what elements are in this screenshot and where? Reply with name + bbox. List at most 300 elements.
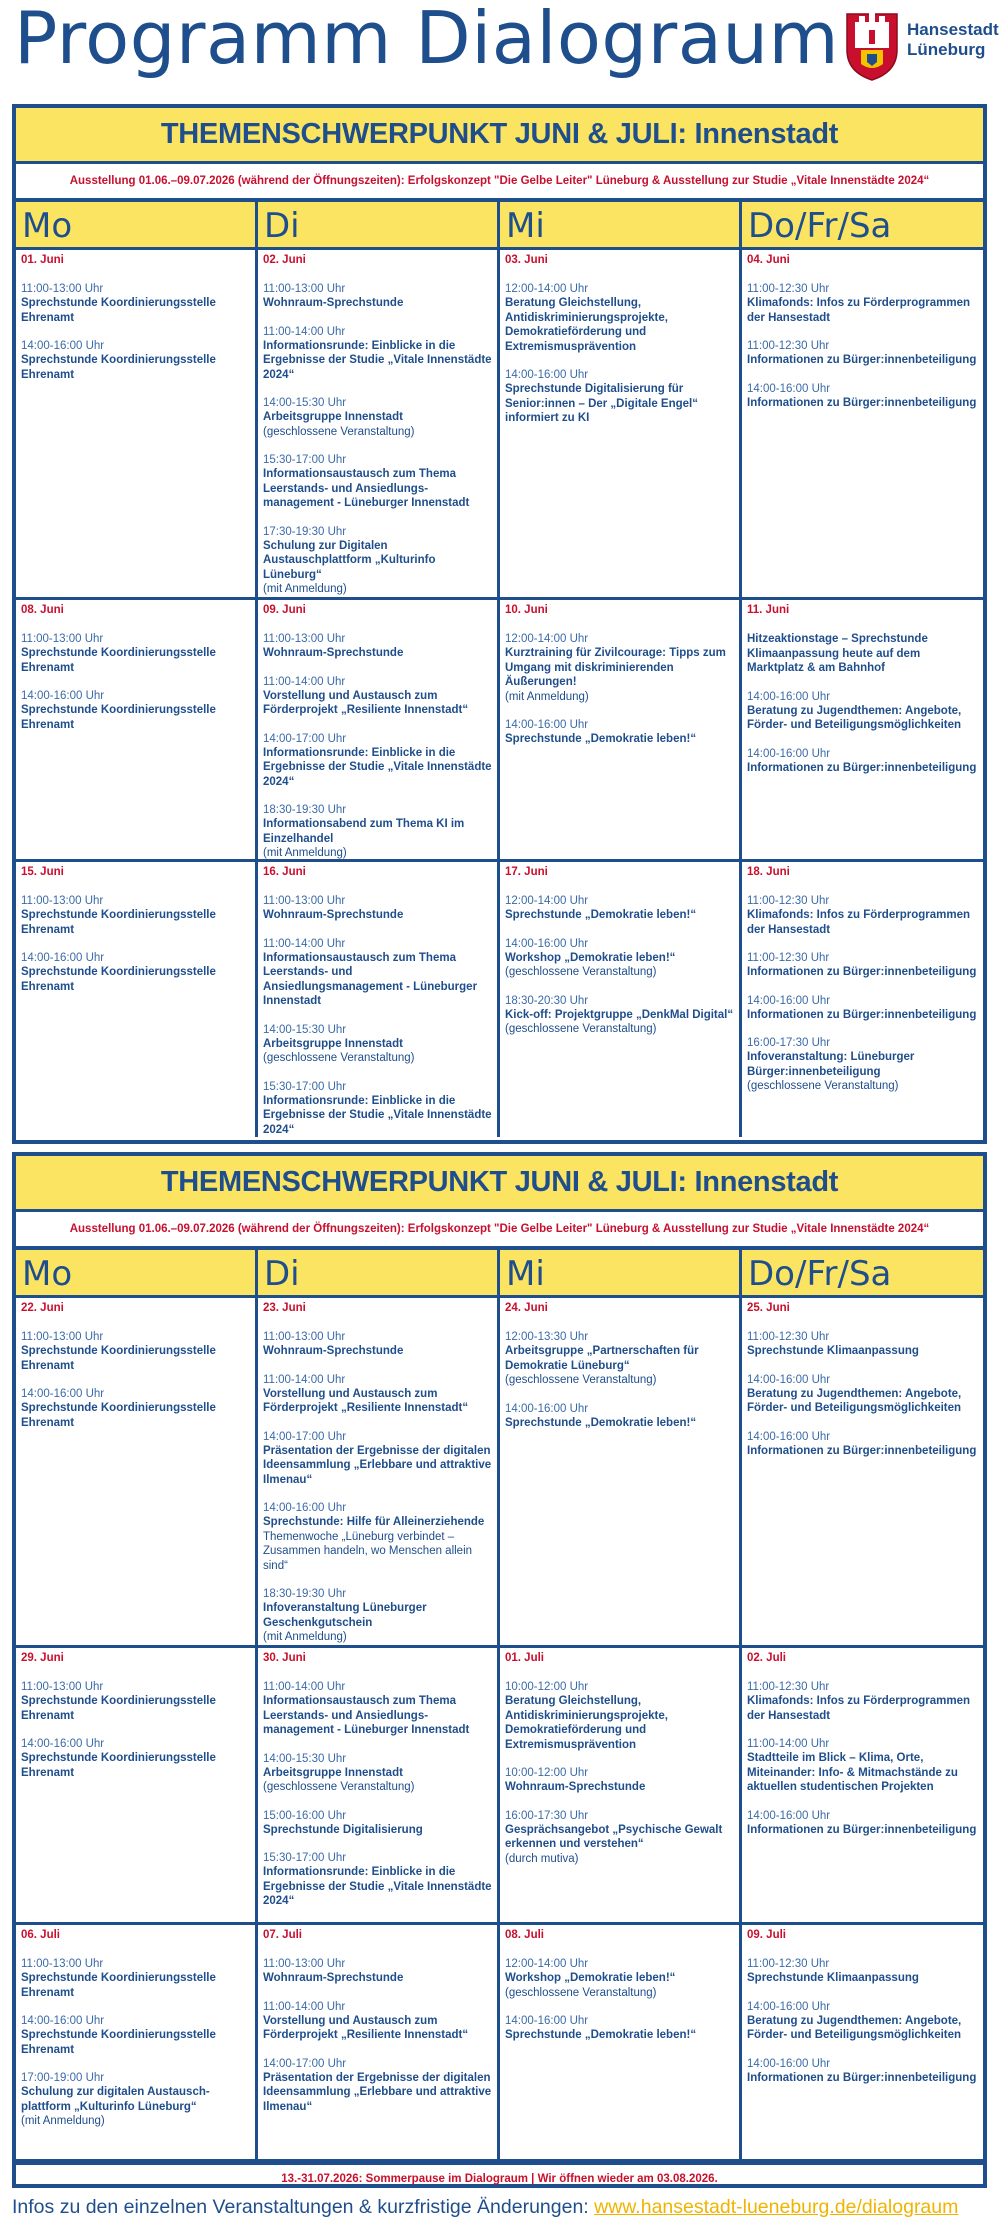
event-item[interactable]: [21, 632, 250, 675]
event-item[interactable]: [21, 689, 250, 732]
event-item[interactable]: [263, 894, 492, 923]
event-time: 11:00-14:00 Uhr: [747, 1738, 830, 1750]
event-item[interactable]: [263, 632, 492, 661]
event-time: 15:30-17:00 Uhr: [263, 1852, 347, 1864]
event-title: Vorstellung und Austausch zum Förderprojekt „Resiliente Innenstadt“: [263, 1387, 469, 1414]
day-header: Mi: [500, 202, 742, 250]
event-time: 14:00-16:00 Uhr: [747, 2057, 831, 2070]
event-title: Klimafonds: Infos zu Förderprogrammen der Hansestadt: [747, 1695, 970, 1722]
event-item[interactable]: [747, 339, 978, 368]
day-date: 01. Juli: [505, 1652, 544, 1664]
day-date: 08. Juni: [21, 604, 64, 616]
event-title: Sprechstunde Koordinierungsstelle Ehrenamt: [21, 1345, 216, 1372]
event-title: Vorstellung und Austausch zum Förderprojekt „Resiliente Innenstadt“: [263, 689, 469, 716]
section-title: THEMENSCHWERPUNKT JUNI & JULI: Innenstadt: [16, 1156, 983, 1212]
event-item[interactable]: [505, 1766, 734, 1795]
event-item[interactable]: [21, 1680, 250, 1723]
event-title: Sprechstunde Koordinierungsstelle Ehrenamt: [21, 297, 216, 324]
day-cell: [258, 862, 500, 1137]
day-cell: [258, 600, 500, 859]
event-item[interactable]: [21, 282, 250, 325]
event-time: 12:00-14:00 Uhr: [505, 1958, 589, 1970]
event-title: Stadtteile im Blick – Klima, Orte, Miteinander: Info- & Mitmachstände zu aktuellen studentischen Projekten: [747, 1752, 958, 1793]
program-section: [12, 1152, 987, 2188]
day-date: 25. Juni: [747, 1302, 790, 1314]
day-header: Di: [258, 1250, 500, 1298]
event-note: (geschlossene Veranstaltung): [505, 1986, 657, 1999]
event-item[interactable]: [505, 718, 734, 747]
event-title: Kurztraining für Zivilcourage: Tipps zum Umgang mit diskriminierenden Äußerungen!: [505, 647, 726, 688]
event-title: Gesprächsangebot „Psychische Gewalt erkennen und verstehen“: [505, 1823, 723, 1850]
event-time: 14:00-17:00 Uhr: [263, 1430, 347, 1443]
event-item[interactable]: [263, 1430, 492, 1488]
event-time: 11:00-12:30 Uhr: [747, 952, 830, 964]
event-item[interactable]: [21, 951, 250, 994]
event-time: 14:00-16:00 Uhr: [747, 994, 831, 1007]
event-item[interactable]: [263, 1373, 492, 1416]
event-title: Informationen zu Bürger:innenbeteiligung: [747, 396, 977, 409]
event-item[interactable]: [505, 994, 734, 1037]
event-title: Vorstellung und Austausch zum Förderprojekt „Resiliente Innenstadt“: [263, 2014, 469, 2041]
day-date: 15. Juni: [21, 866, 64, 878]
event-time: 11:00-12:30 Uhr: [747, 1681, 830, 1693]
event-title: Informationen zu Bürger:innenbeteiligung: [747, 1444, 977, 1457]
event-time: 17:30-19:30 Uhr: [263, 525, 347, 538]
day-cell: [258, 1298, 500, 1645]
event-item[interactable]: [21, 1957, 250, 2000]
day-date: 04. Juni: [747, 254, 790, 266]
page-footer: [12, 2196, 992, 2219]
day-cell: [16, 250, 258, 597]
event-item[interactable]: [21, 1737, 250, 1780]
event-time: 14:00-16:00 Uhr: [21, 1388, 105, 1400]
event-time: 16:00-17:30 Uhr: [505, 1809, 589, 1822]
event-time: 14:00-16:00 Uhr: [505, 369, 589, 381]
event-title: Sprechstunde Koordinierungsstelle Ehrenamt: [21, 354, 216, 381]
event-item[interactable]: [747, 632, 978, 676]
event-time: 11:00-13:00 Uhr: [21, 1958, 104, 1970]
logo-line-1: Hansestadt: [907, 20, 999, 39]
event-time: 12:00-14:00 Uhr: [505, 633, 589, 645]
event-title: Arbeitsgruppe Innenstadt: [263, 411, 403, 423]
footer-text: Infos zu den einzelnen Veranstaltungen & kurzfristige Änderungen:: [12, 2196, 595, 2218]
event-time: 12:00-14:00 Uhr: [505, 283, 589, 295]
day-cell: [742, 1925, 983, 2159]
event-time: 14:00-16:00 Uhr: [21, 340, 105, 352]
event-note: (geschlossene Veranstaltung): [505, 1023, 657, 1035]
event-title: Informationsrunde: Einblicke in die Ergebnisse der Studie „Vitale Innenstädte 2024“: [263, 339, 492, 381]
week-row: [16, 250, 983, 600]
event-title: Informationen zu Bürger:innenbeteiligung: [747, 966, 977, 978]
event-item[interactable]: [263, 1957, 492, 1986]
event-note: (geschlossene Veranstaltung): [263, 1052, 415, 1064]
day-cell: [500, 1648, 742, 1922]
event-title: Wohnraum-Sprechstunde: [263, 1345, 404, 1357]
day-header: Di: [258, 202, 500, 250]
event-title: Informationen zu Bürger:innenbeteiligung: [747, 354, 977, 366]
event-item[interactable]: [747, 994, 978, 1023]
event-title: Infoveranstaltung Lüneburger Geschenkgutschein: [263, 1602, 427, 1629]
event-time: 11:00-12:30 Uhr: [747, 340, 830, 352]
event-note: (mit Anmeldung): [21, 2115, 105, 2127]
event-item[interactable]: [263, 675, 492, 718]
event-title: Informationsrunde: Einblicke in die Ergebnisse der Studie „Vitale Innenstädte 2024“: [263, 1094, 492, 1136]
event-time: 11:00-13:00 Uhr: [263, 895, 346, 907]
summer-break-note: 13.-31.07.2026: Sommerpause im Dialograum | Wir öffnen wieder am 03.08.2026.: [16, 2162, 983, 2192]
event-time: 18:30-19:30 Uhr: [263, 1588, 347, 1600]
event-item[interactable]: [747, 1036, 978, 1094]
event-title: Wohnraum-Sprechstunde: [263, 909, 404, 921]
event-time: 11:00-14:00 Uhr: [263, 2000, 346, 2013]
event-title: Arbeitsgruppe „Partnerschaften für Demokratie Lüneburg“: [505, 1345, 699, 1372]
event-time: 14:00-16:00 Uhr: [747, 1809, 831, 1822]
event-title: Wohnraum-Sprechstunde: [263, 647, 404, 659]
event-item[interactable]: [505, 937, 734, 980]
event-time: 14:00-15:30 Uhr: [263, 397, 347, 409]
event-title: Informationen zu Bürger:innenbeteiligung: [747, 2071, 977, 2084]
event-title: Sprechstunde Koordinierungsstelle Ehrenamt: [21, 1402, 216, 1429]
event-item[interactable]: [747, 1330, 978, 1359]
event-item[interactable]: [747, 282, 978, 325]
event-title: Wohnraum-Sprechstunde: [505, 1781, 646, 1793]
event-item[interactable]: [747, 2000, 978, 2043]
event-item[interactable]: [263, 1023, 492, 1066]
day-cell: [16, 600, 258, 859]
day-date: 06. Juli: [21, 1929, 60, 1941]
city-logo: [843, 6, 999, 84]
footer-link[interactable]: www.hansestadt-lueneburg.de/dialograum: [594, 2196, 959, 2218]
event-time: 14:00-16:00 Uhr: [747, 747, 831, 760]
day-cell: [16, 1648, 258, 1922]
event-title: Informationsabend zum Thema KI im Einzelhandel: [263, 818, 465, 845]
event-time: 11:00-12:30 Uhr: [747, 1331, 830, 1343]
event-time: 11:00-13:00 Uhr: [21, 633, 104, 645]
event-item[interactable]: [263, 2057, 492, 2115]
event-title: Informationsaustausch zum Thema Leerstands- und Ansiedlungs-management - Lüneburger Innenstadt: [263, 1695, 470, 1736]
event-note: Themenwoche „Lüneburg verbindet – Zusammen handeln, wo Menschen allein sind“: [263, 1530, 473, 1572]
event-title: Informationsrunde: Einblicke in die Ergebnisse der Studie „Vitale Innenstädte 2024“: [263, 746, 492, 788]
day-date: 17. Juni: [505, 866, 548, 878]
day-cell: [500, 250, 742, 597]
event-item[interactable]: [747, 1957, 978, 1986]
event-time: 11:00-12:30 Uhr: [747, 283, 830, 295]
event-item[interactable]: [263, 1809, 492, 1838]
program-section: [12, 104, 987, 1144]
day-cell: [500, 1925, 742, 2159]
event-title: Sprechstunde Koordinierungsstelle Ehrenamt: [21, 1972, 216, 1999]
event-title: Sprechstunde „Demokratie leben!“: [505, 1416, 697, 1429]
event-title: Sprechstunde Koordinierungsstelle Ehrenamt: [21, 1695, 216, 1722]
event-time: 11:00-13:00 Uhr: [263, 1331, 346, 1343]
event-item[interactable]: [747, 1680, 978, 1723]
event-time: 11:00-12:30 Uhr: [747, 1958, 830, 1970]
event-title: Informationsaustausch zum Thema Leerstands- und Ansiedlungsmanagement - Lüneburger Innenstadt: [263, 951, 478, 1007]
event-time: 14:00-16:00 Uhr: [505, 1402, 589, 1415]
event-item[interactable]: [505, 2014, 734, 2043]
event-time: 15:30-17:00 Uhr: [263, 1080, 347, 1093]
event-title: Sprechstunde Digitalisierung für Senior:innen – Der „Digitale Engel“ informiert zu KI: [505, 383, 698, 424]
event-time: 10:00-12:00 Uhr: [505, 1767, 589, 1779]
event-time: 11:00-13:00 Uhr: [263, 283, 346, 295]
event-item[interactable]: [747, 894, 978, 937]
event-item[interactable]: [747, 382, 978, 411]
event-time: 16:00-17:30 Uhr: [747, 1037, 831, 1049]
event-time: 11:00-14:00 Uhr: [263, 325, 346, 338]
section-subtitle: Ausstellung 01.06.–09.07.2026 (während der Öffnungszeiten): Erfolgskonzept "Die Gelbe Leiter" Lüneburg & Ausstellung zur Studie „Vitale Innenstädte 2024“: [16, 164, 983, 202]
event-note: (geschlossene Veranstaltung): [747, 1080, 899, 1092]
event-title: Sprechstunde Koordinierungsstelle Ehrenamt: [21, 647, 216, 674]
event-title: Klimafonds: Infos zu Förderprogrammen der Hansestadt: [747, 297, 970, 324]
event-time: 11:00-14:00 Uhr: [263, 1373, 346, 1386]
event-time: 11:00-13:00 Uhr: [21, 1681, 104, 1693]
event-item[interactable]: [263, 2000, 492, 2043]
event-time: 14:00-16:00 Uhr: [747, 382, 831, 395]
day-cell: [16, 1925, 258, 2159]
event-note: (mit Anmeldung): [505, 690, 589, 703]
event-time: 15:00-16:00 Uhr: [263, 1809, 347, 1822]
event-item[interactable]: [505, 1330, 734, 1388]
week-row: [16, 1925, 983, 2162]
event-time: 14:00-16:00 Uhr: [747, 2000, 831, 2013]
event-item[interactable]: [21, 1330, 250, 1373]
event-item[interactable]: [505, 368, 734, 426]
day-cell: [16, 862, 258, 1137]
event-time: 11:00-13:00 Uhr: [263, 633, 346, 645]
event-title: Wohnraum-Sprechstunde: [263, 1972, 404, 1984]
event-time: 14:00-15:30 Uhr: [263, 1752, 347, 1765]
event-item[interactable]: [263, 937, 492, 1009]
event-title: Beratung Gleichstellung, Antidiskriminierungsprojekte, Demokratieförderung und Extremismusprävention: [505, 1695, 668, 1751]
event-note: (geschlossene Veranstaltung): [263, 1781, 415, 1793]
page-title: Programm Dialograum: [14, 0, 840, 80]
day-date: 09. Juni: [263, 604, 306, 616]
event-item[interactable]: [263, 1080, 492, 1138]
event-title: Schulung zur digitalen Austausch-plattform „Kulturinfo Lüneburg“: [21, 2086, 210, 2113]
event-title: Informationen zu Bürger:innenbeteiligung: [747, 761, 977, 774]
event-time: 11:00-13:00 Uhr: [21, 1331, 104, 1343]
event-item[interactable]: [263, 1330, 492, 1359]
event-title: Informationen zu Bürger:innenbeteiligung: [747, 1823, 977, 1836]
day-cell: [742, 1298, 983, 1645]
day-header: Mo: [16, 202, 258, 250]
event-title: Sprechstunde Klimaanpassung: [747, 1972, 919, 1984]
event-time: 10:00-12:00 Uhr: [505, 1681, 589, 1693]
event-item[interactable]: [747, 747, 978, 776]
week-row: [16, 862, 983, 1137]
event-item[interactable]: [747, 1373, 978, 1416]
page-header: [0, 0, 1000, 92]
event-note: (mit Anmeldung): [263, 847, 347, 859]
event-time: 15:30-17:00 Uhr: [263, 454, 347, 466]
event-item[interactable]: [263, 525, 492, 597]
event-title: Hitzeaktionstage – Sprechstunde Klimaanpassung heute auf dem Marktplatz & am Bahnhof: [747, 633, 928, 674]
day-date: 24. Juni: [505, 1302, 548, 1314]
day-header: Mi: [500, 1250, 742, 1298]
event-title: Sprechstunde Koordinierungsstelle Ehrenamt: [21, 704, 216, 731]
event-title: Beratung Gleichstellung, Antidiskriminierungsprojekte, Demokratieförderung und Extremismusprävention: [505, 297, 668, 353]
day-date: 08. Juli: [505, 1929, 544, 1941]
event-title: Informationsaustausch zum Thema Leerstands- und Ansiedlungs-management - Lüneburger Innenstadt: [263, 468, 470, 509]
event-time: 18:30-19:30 Uhr: [263, 804, 347, 816]
day-date: 03. Juni: [505, 254, 548, 266]
day-cell: [16, 1298, 258, 1645]
event-time: 12:00-13:30 Uhr: [505, 1331, 589, 1343]
week-row: [16, 1298, 983, 1648]
event-title: Sprechstunde „Demokratie leben!“: [505, 909, 697, 921]
day-cell: [742, 250, 983, 597]
event-time: 11:00-13:00 Uhr: [21, 895, 104, 907]
event-note: (mit Anmeldung): [263, 583, 347, 595]
event-title: Präsentation der Ergebnisse der digitalen Ideensammlung „Erlebbare und attraktive Ilmenau“: [263, 2071, 492, 2113]
event-title: Workshop „Demokratie leben!“: [505, 1972, 676, 1984]
event-item[interactable]: [505, 1809, 734, 1867]
event-time: 14:00-16:00 Uhr: [747, 690, 831, 703]
event-item[interactable]: [263, 453, 492, 511]
event-item[interactable]: [263, 1851, 492, 1909]
event-time: 11:00-13:00 Uhr: [21, 283, 104, 295]
event-title: Workshop „Demokratie leben!“: [505, 951, 676, 964]
event-title: Informationsrunde: Einblicke in die Ergebnisse der Studie „Vitale Innenstädte 2024“: [263, 1866, 492, 1907]
event-item[interactable]: [263, 325, 492, 383]
event-item[interactable]: [505, 1402, 734, 1431]
event-title: Sprechstunde: Hilfe für Alleinerziehende: [263, 1516, 485, 1528]
logo-line-2: Lüneburg: [907, 40, 986, 59]
day-date: 22. Juni: [21, 1302, 64, 1314]
event-item[interactable]: [263, 1752, 492, 1795]
day-cell: [742, 1648, 983, 1922]
day-date: 29. Juni: [21, 1652, 64, 1664]
event-time: 18:30-20:30 Uhr: [505, 994, 589, 1007]
event-item[interactable]: [505, 894, 734, 923]
event-item[interactable]: [747, 1737, 978, 1795]
event-item[interactable]: [263, 732, 492, 790]
section-subtitle: Ausstellung 01.06.–09.07.2026 (während der Öffnungszeiten): Erfolgskonzept "Die Gelbe Leiter" Lüneburg & Ausstellung zur Studie „Vitale Innenstädte 2024“: [16, 1212, 983, 1250]
event-item[interactable]: [505, 632, 734, 704]
event-time: 14:00-16:00 Uhr: [21, 1738, 105, 1750]
day-date: 23. Juni: [263, 1302, 306, 1314]
event-note: (durch mutiva): [505, 1852, 579, 1865]
event-title: Sprechstunde Koordinierungsstelle Ehrenamt: [21, 966, 216, 993]
day-header: Do/Fr/Sa: [748, 1254, 892, 1294]
day-cell: [258, 1648, 500, 1922]
day-cell: [742, 862, 983, 1137]
week-row: [16, 600, 983, 862]
event-item[interactable]: [747, 1430, 978, 1459]
event-item[interactable]: [747, 1809, 978, 1838]
event-item[interactable]: [263, 803, 492, 859]
day-date: 10. Juni: [505, 604, 548, 616]
day-header: Do/Fr/Sa: [748, 206, 892, 246]
event-title: Sprechstunde Klimaanpassung: [747, 1345, 919, 1357]
event-item[interactable]: [505, 282, 734, 354]
event-item[interactable]: [263, 1680, 492, 1738]
event-title: Sprechstunde Koordinierungsstelle Ehrenamt: [21, 2029, 216, 2056]
event-time: 11:00-12:30 Uhr: [747, 895, 830, 907]
event-item[interactable]: [21, 339, 250, 382]
day-date: 02. Juli: [747, 1652, 786, 1664]
event-title: Beratung zu Jugendthemen: Angebote, Förder- und Beteiligungsmöglichkeiten: [747, 1387, 962, 1414]
event-time: 14:00-16:00 Uhr: [21, 952, 105, 964]
day-cell: [500, 1298, 742, 1645]
event-title: Kick-off: Projektgruppe „DenkMal Digital“: [505, 1008, 734, 1021]
day-date: 18. Juni: [747, 866, 790, 878]
event-title: Sprechstunde „Demokratie leben!“: [505, 2029, 697, 2041]
event-note: (geschlossene Veranstaltung): [505, 966, 657, 978]
section-title: THEMENSCHWERPUNKT JUNI & JULI: Innenstadt: [16, 108, 983, 164]
day-cell: [258, 1925, 500, 2159]
event-item[interactable]: [747, 951, 978, 980]
event-time: 17:00-19:00 Uhr: [21, 2072, 105, 2084]
event-title: Beratung zu Jugendthemen: Angebote, Förder- und Beteiligungsmöglichkeiten: [747, 2014, 962, 2041]
event-title: Klimafonds: Infos zu Förderprogrammen der Hansestadt: [747, 909, 970, 936]
event-time: 14:00-16:00 Uhr: [747, 1373, 831, 1386]
event-item[interactable]: [263, 1501, 492, 1573]
day-date: 16. Juni: [263, 866, 306, 878]
day-cell: [500, 862, 742, 1137]
event-title: Schulung zur Digitalen Austauschplattform „Kulturinfo Lüneburg“: [263, 539, 436, 581]
day-date: 11. Juni: [747, 604, 790, 616]
event-time: 14:00-15:30 Uhr: [263, 1023, 347, 1036]
event-note: (mit Anmeldung): [263, 1631, 347, 1643]
event-item[interactable]: [263, 1587, 492, 1645]
event-item[interactable]: [263, 396, 492, 439]
event-time: 14:00-16:00 Uhr: [505, 2015, 589, 2027]
event-item[interactable]: [505, 1957, 734, 2000]
event-item[interactable]: [21, 894, 250, 937]
event-title: Sprechstunde Digitalisierung: [263, 1823, 423, 1836]
event-time: 14:00-17:00 Uhr: [263, 2057, 347, 2070]
logo-text: [907, 20, 999, 60]
event-item[interactable]: [747, 690, 978, 733]
day-date: 01. Juni: [21, 254, 64, 266]
event-time: 14:00-16:00 Uhr: [505, 719, 589, 731]
day-date: 09. Juli: [747, 1929, 786, 1941]
event-time: 14:00-16:00 Uhr: [263, 1502, 347, 1514]
event-item[interactable]: [21, 2014, 250, 2057]
event-title: Präsentation der Ergebnisse der digitalen Ideensammlung „Erlebbare und attraktive Ilmenau“: [263, 1444, 492, 1486]
day-date: 02. Juni: [263, 254, 306, 266]
day-cell: [258, 250, 500, 597]
event-title: Arbeitsgruppe Innenstadt: [263, 1766, 403, 1779]
day-cell: [742, 600, 983, 859]
city-crest-icon: [843, 6, 901, 82]
event-title: Wohnraum-Sprechstunde: [263, 297, 404, 309]
day-date: 30. Juni: [263, 1652, 306, 1664]
event-time: 14:00-16:00 Uhr: [21, 2015, 105, 2027]
event-time: 11:00-14:00 Uhr: [263, 937, 346, 950]
event-time: 14:00-16:00 Uhr: [505, 937, 589, 950]
event-note: (geschlossene Veranstaltung): [505, 1374, 657, 1386]
event-time: 14:00-16:00 Uhr: [747, 1430, 831, 1443]
event-title: Infoveranstaltung: Lüneburger Bürger:innenbeteiligung: [747, 1051, 915, 1078]
event-time: 11:00-13:00 Uhr: [263, 1958, 346, 1970]
day-header: Mo: [16, 1250, 258, 1298]
event-item[interactable]: [747, 2057, 978, 2086]
event-title: Informationen zu Bürger:innenbeteiligung: [747, 1008, 977, 1021]
day-header-row: [16, 202, 983, 250]
event-note: (geschlossene Veranstaltung): [263, 425, 415, 438]
event-time: 14:00-16:00 Uhr: [21, 690, 105, 702]
day-date: 07. Juli: [263, 1929, 302, 1941]
event-time: 14:00-17:00 Uhr: [263, 732, 347, 745]
event-title: Arbeitsgruppe Innenstadt: [263, 1037, 403, 1050]
event-item[interactable]: [21, 2071, 250, 2129]
event-item[interactable]: [263, 282, 492, 311]
event-item[interactable]: [21, 1387, 250, 1430]
event-time: 11:00-14:00 Uhr: [263, 675, 346, 688]
event-item[interactable]: [505, 1680, 734, 1752]
event-title: Sprechstunde „Demokratie leben!“: [505, 733, 697, 745]
